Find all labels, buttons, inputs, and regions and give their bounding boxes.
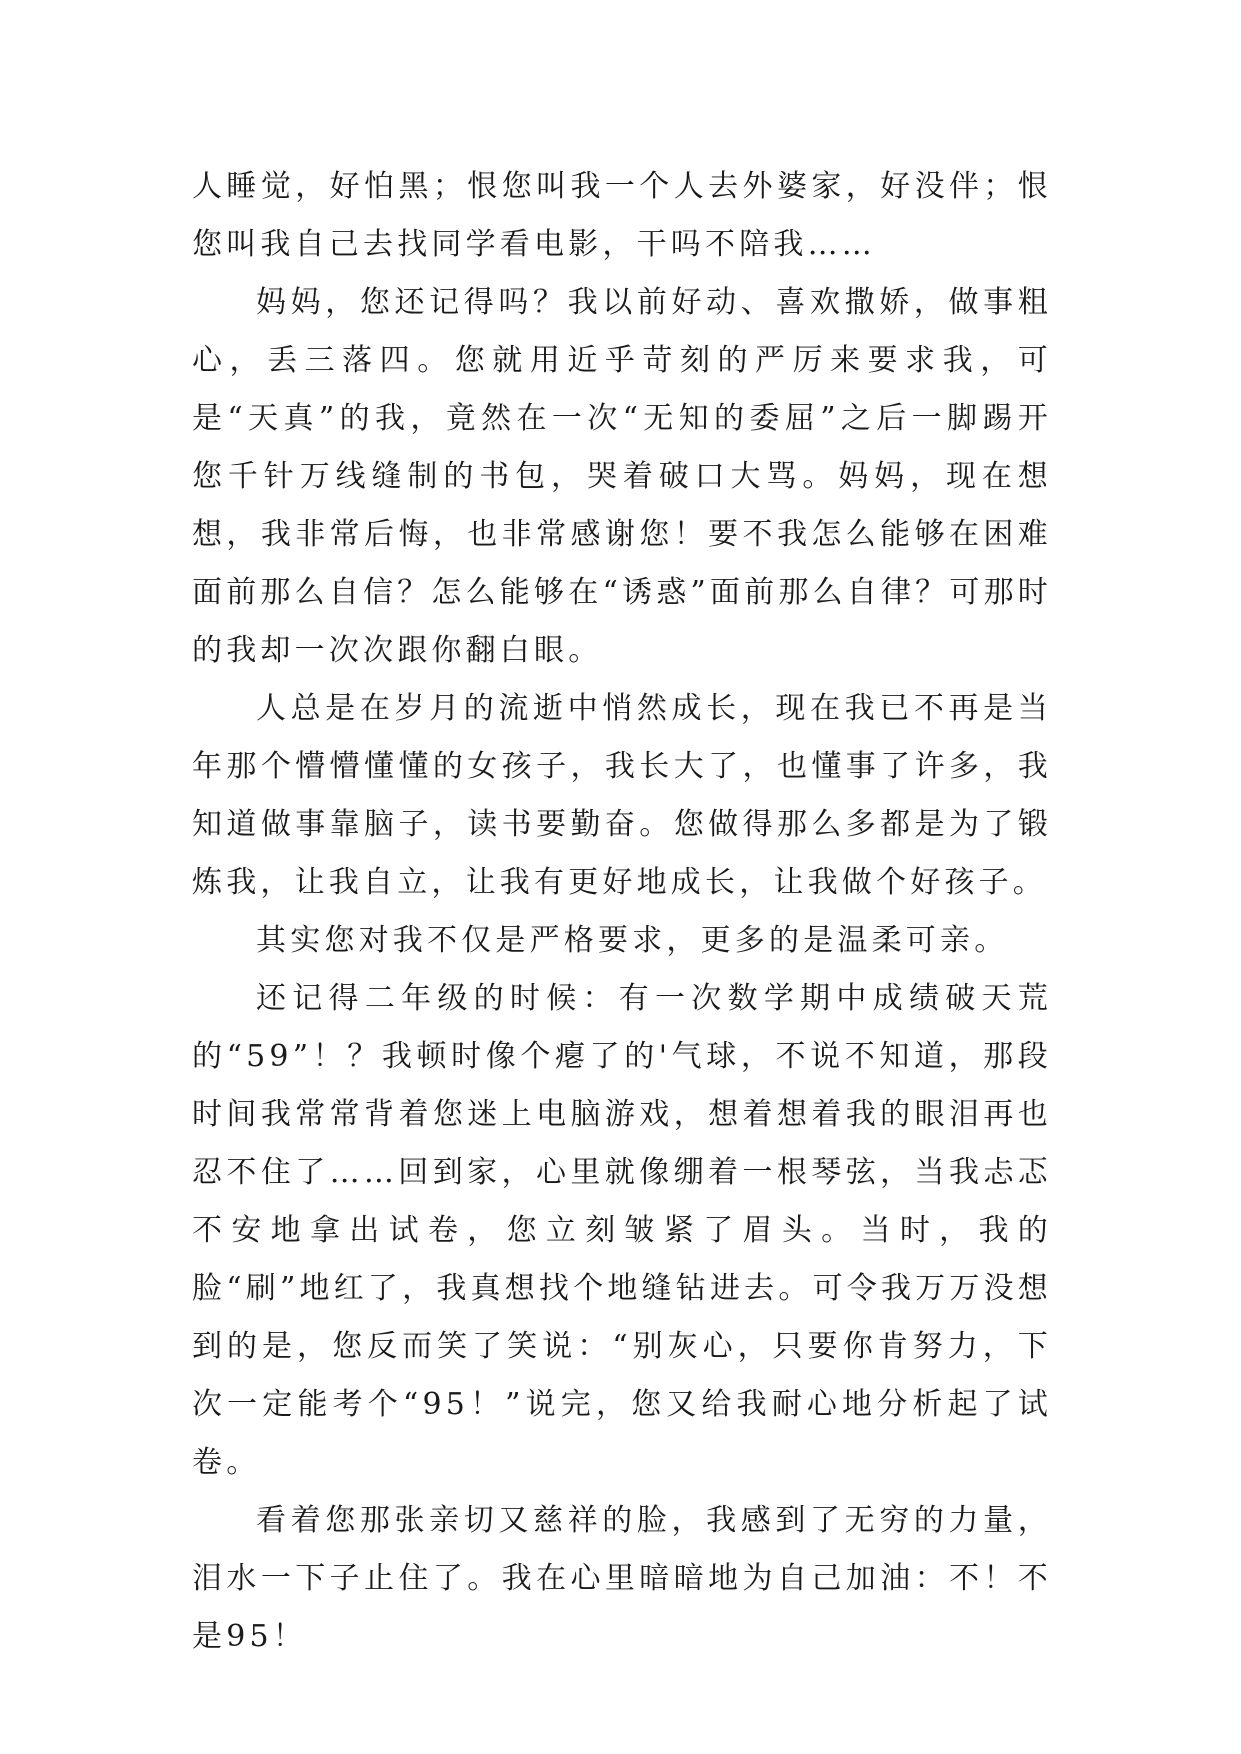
paragraph-encouragement: 看着您那张亲切又慈祥的脸，我感到了无穷的力量，泪水一下子止住了。我在心里暗暗地为自己加油：不！不是95！ <box>192 1503 1052 1654</box>
paragraph-second-grade: 还记得二年级的时候：有一次数学期中成绩破天荒的“59”！？我顿时像个瘪了的'气球，不说不知道，那段时间我常常背着您迷上电脑游戏，想着想着我的眼泪再也忍不住了……回到家，心里就像绷着一根琴弦，当我忐忑不安地拿出试卷，您立刻皱紧了眉头。当时，我的脸“刷”地红了，我真想找个地缝钻进去。可令我万万没想到的是，您反而笑了笑说：“别灰心，只要你肯努力，下次一定能考个“95！”说完，您又给我耐心地分析起了试卷。 <box>192 981 1052 1480</box>
paragraph-mother-remember: 妈妈，您还记得吗？我以前好动、喜欢撒娇，做事粗心，丢三落四。您就用近乎苛刻的严厉来要求我，可是“天真”的我，竟然在一次“无知的委屈”之后一脚踢开您千针万线缝制的书包，哭着破口大骂。妈妈，现在想想，我非常后悔，也非常感谢您！要不我怎么能够在困难面前那么自信？怎么能够在“诱惑”面前那么自律？可那时的我却一次次跟你翻白眼。 <box>192 285 1053 668</box>
document-body <box>192 158 1052 1666</box>
paragraph-gentle: 其实您对我不仅是严格要求，更多的是温柔可亲。 <box>256 923 1009 958</box>
paragraph-growing-up: 人总是在岁月的流逝中悄然成长，现在我已不再是当年那个懵懵懂懂的女孩子，我长大了，也懂事了许多，我知道做事靠脑子，读书要勤奋。您做得那么多都是为了锻炼我，让我自立，让我有更好地成长，让我做个好孩子。 <box>192 691 1052 900</box>
paragraph-continued: 人睡觉，好怕黑；恨您叫我一个人去外婆家，好没伴；恨您叫我自己去找同学看电影，干吗不陪我…… <box>192 169 1052 262</box>
